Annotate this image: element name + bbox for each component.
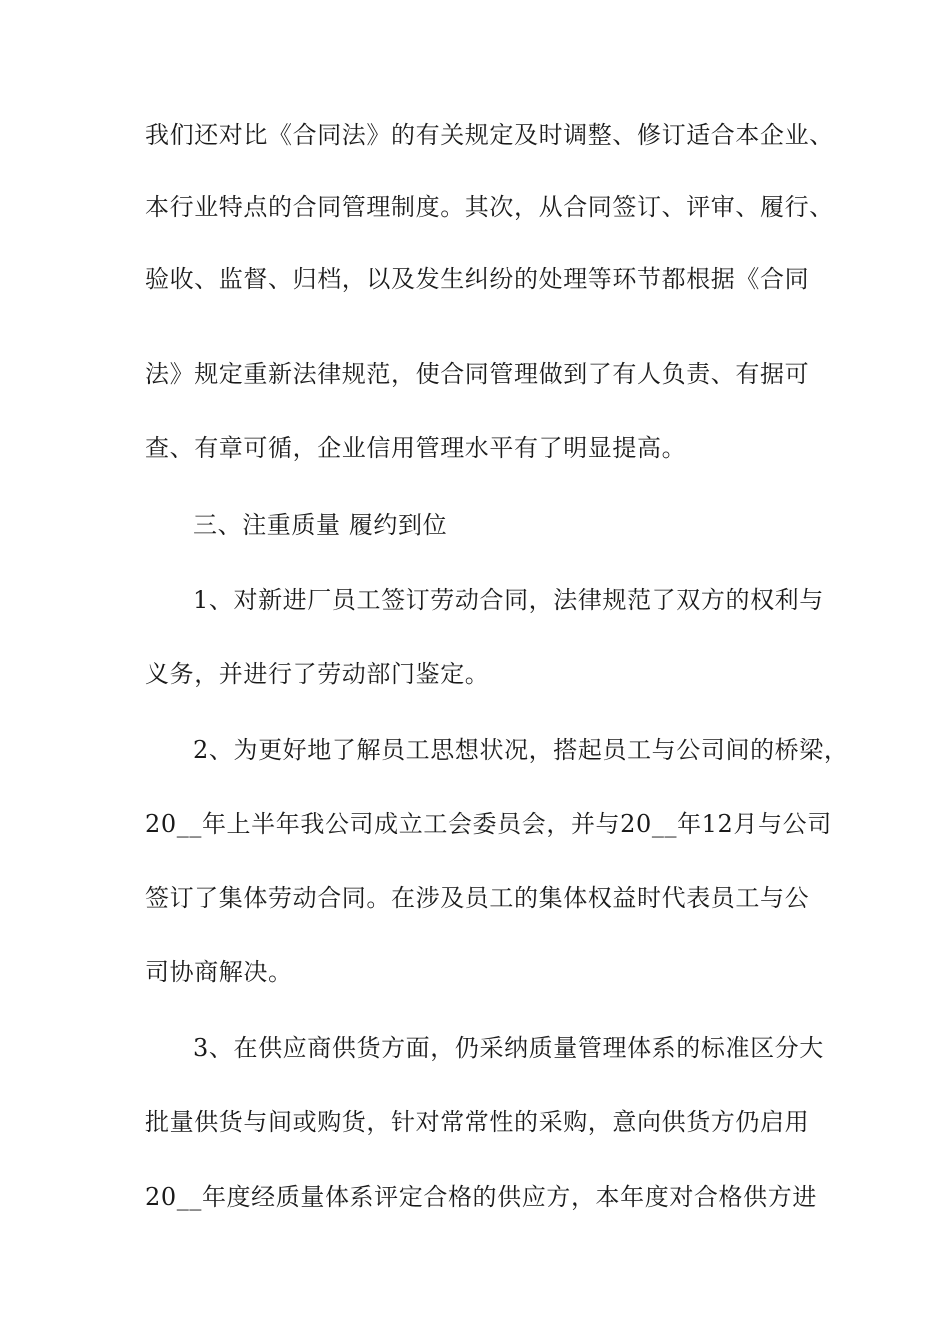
paragraph-line: 20__年度经质量体系评定合格的供应方，本年度对合格供方进 [145,1183,817,1211]
paragraph-line: 查、有章可循，企业信用管理水平有了明显提高。 [145,434,687,462]
paragraph-line: 法》规定重新法律规范，使合同管理做到了有人负责、有据可 [145,360,810,388]
paragraph-line: 2、为更好地了解员工思想状况，搭起员工与公司间的桥梁， [193,736,849,764]
section-heading: 三、注重质量 履约到位 [193,511,448,539]
paragraph-line: 3、在供应商供货方面，仍采纳质量管理体系的标准区分大 [193,1034,824,1062]
paragraph-line: 义务，并进行了劳动部门鉴定。 [145,660,490,688]
paragraph-line: 批量供货与间或购货，针对常常性的采购，意向供货方仍启用 [145,1108,810,1136]
paragraph-line: 验收、监督、归档，以及发生纠纷的处理等环节都根据《合同 [145,265,810,293]
paragraph-line: 我们还对比《合同法》的有关规定及时调整、修订适合本企业、 [145,121,834,149]
paragraph-line: 司协商解决。 [145,958,293,986]
paragraph-line: 1、对新进厂员工签订劳动合同，法律规范了双方的权利与 [193,586,824,614]
paragraph-line: 20__年上半年我公司成立工会委员会，并与20__年12月与公司 [145,810,832,838]
paragraph-line: 签订了集体劳动合同。在涉及员工的集体权益时代表员工与公 [145,884,810,912]
paragraph-line: 本行业特点的合同管理制度。其次，从合同签订、评审、履行、 [145,193,834,221]
